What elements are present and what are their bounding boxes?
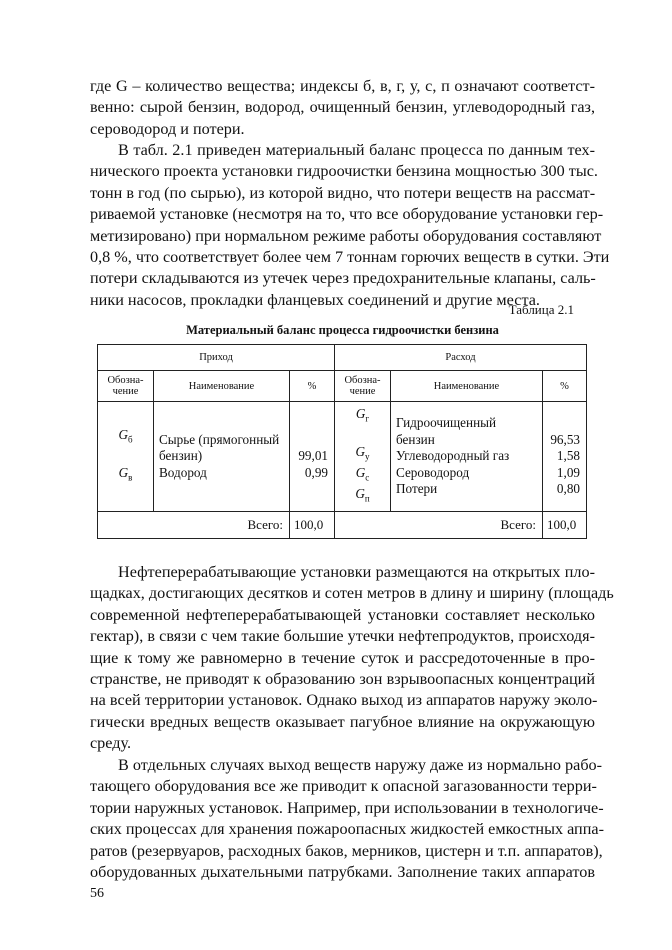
outcome-percent-column-header: % — [543, 371, 587, 402]
text-line: гектар), в связи с чем такие большие утечки нефтепродуктов, происходя- — [90, 627, 595, 646]
item-value: 99,01 — [298, 448, 328, 464]
outcome-total-value: 100,0 — [543, 512, 587, 539]
outcome-symbols-cell — [335, 402, 391, 512]
text-line: нического проекта установки гидроочистки бензина мощностью 300 тыс. — [90, 162, 598, 181]
income-name-column-header: Наименование — [154, 371, 290, 402]
text-line: щие к тому же равномерно в течение суток и рассредоточенные в про- — [90, 648, 595, 667]
item-value: 0,80 — [556, 481, 580, 497]
income-total-label: Всего: — [98, 512, 290, 539]
income-percent-column-header: % — [290, 371, 335, 402]
paragraph-table-intro — [90, 140, 610, 311]
symbol: $G_у$ — [355, 443, 370, 462]
item-name: Водород — [159, 464, 207, 480]
symbol: $G_б$ — [118, 427, 133, 445]
item-name: Гидроочищенный — [396, 415, 497, 431]
text-line: Нефтеперерабатывающие установки размещаются на открытых пло- — [118, 563, 595, 581]
text-line: ратов (резервуаров, расходных баков, мерников, цистерн и т.п. аппаратов), — [90, 841, 603, 860]
text-line: ских процессах для хранения пожароопасных жидкостей емкостных аппа- — [90, 820, 604, 839]
text-line: В табл. 2.1 приведен материальный баланс процесса по данным тех- — [118, 141, 595, 159]
outcome-names-cell — [391, 402, 543, 512]
item-value: 96,53 — [550, 431, 580, 447]
text-line: тающего оборудования все же приводит к опасной загазованности терри- — [90, 777, 597, 796]
income-symbol-column-header — [98, 371, 154, 402]
text-line: сероводород и потери. — [90, 119, 245, 138]
item-value: 1,09 — [556, 464, 580, 480]
outcome-values-cell — [543, 402, 587, 512]
symbol: $G_с$ — [355, 464, 370, 483]
paragraph-special-cases — [90, 755, 604, 883]
text-line: ники насосов, прокладки фланцевых соединений и другие места. — [90, 290, 540, 309]
item-name: Углеводородный газ — [396, 448, 510, 464]
outcome-header: Расход — [335, 345, 587, 371]
income-total-value: 100,0 — [290, 512, 335, 539]
symbol: $G_г$ — [355, 405, 370, 424]
text-line: гически вредных веществ оказывает пагубное влияние на окружающую — [90, 712, 595, 731]
paragraph-legend — [90, 76, 595, 140]
text-line: тории наружных установок. Например, при использовании в технологиче- — [90, 798, 604, 817]
text-line: потери складываются из утечек через предохранительные клапаны, саль- — [90, 269, 596, 288]
table-title: Материальный баланс процесса гидроочистки бензина — [186, 323, 499, 337]
text-line: В отдельных случаях выход веществ наружу даже из нормально рабо- — [118, 756, 603, 774]
item-name: Сырье (прямогонный — [159, 431, 280, 447]
income-symbols-cell — [98, 402, 154, 512]
outcome-total-label: Всего: — [335, 512, 543, 539]
item-name: бензин — [396, 431, 435, 447]
totals-row — [98, 512, 587, 539]
header-text: чение — [349, 386, 376, 397]
text-line: среду. — [90, 734, 132, 753]
table-number: Таблица 2.1 — [508, 302, 574, 317]
outcome-name-column-header: Наименование — [391, 371, 543, 402]
table-row — [98, 402, 587, 512]
text-line: метизировано) при нормальном режиме работы оборудования составляют — [90, 226, 602, 245]
text-line: щадках, достигающих десятков и сотен метров в длину и ширину (площадь — [90, 584, 614, 603]
item-name: Потери — [396, 481, 438, 497]
item-name: бензин) — [159, 448, 203, 464]
symbol: $G_в$ — [118, 464, 133, 483]
text-line: тонн в год (по сырью), из которой видно, что потери веществ на рассмат- — [90, 183, 596, 202]
item-value: 0,99 — [304, 464, 328, 480]
text-line: риваемой установке (несмотря на то, что все оборудование установки гер- — [90, 205, 604, 224]
header-text: чение — [112, 386, 139, 397]
text-line: современной нефтеперерабатывающей установки составляет несколько — [90, 605, 595, 624]
income-header: Приход — [98, 345, 335, 371]
paragraph-installations — [90, 562, 614, 755]
item-name: Сероводород — [396, 464, 470, 480]
income-names-cell — [154, 402, 290, 512]
item-value: 1,58 — [556, 448, 580, 464]
text-line: венно: сырой бензин, водород, очищенный бензин, углеводородный газ, — [90, 98, 595, 117]
text-line: 0,8 %, что соответствует более чем 7 тоннам горючих веществ в сутки. Эти — [90, 247, 610, 266]
material-balance-table — [97, 344, 587, 539]
header-text: Обозна- — [344, 375, 381, 386]
text-line: странстве, не приводят к образованию зон взрывоопасных концентраций — [90, 669, 595, 688]
page-number: 56 — [90, 886, 104, 901]
income-values-cell — [290, 402, 335, 512]
text-line: на всей территории установок. Однако выход из аппаратов наружу эколо- — [90, 691, 598, 710]
text-line: оборудованных дыхательными патрубками. Заполнение таких аппаратов — [90, 862, 595, 881]
header-text: Обозна- — [107, 375, 144, 386]
symbol: $G_п$ — [355, 485, 370, 504]
text-line: где G – количество вещества; индексы б, в, г, у, с, п означают соответст- — [90, 77, 595, 95]
outcome-symbol-column-header — [335, 371, 391, 402]
